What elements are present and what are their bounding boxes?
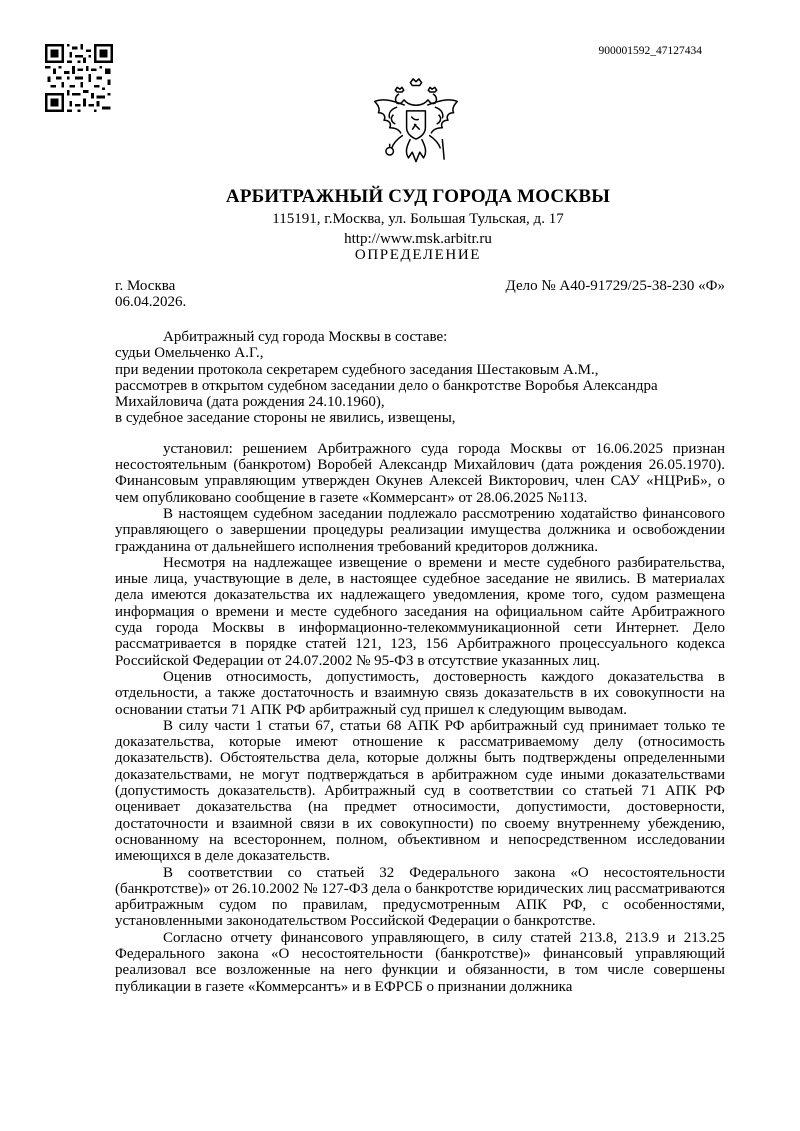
document-date: 06.04.2026. [115, 294, 187, 310]
paragraph-notice: Несмотря на надлежащее извещение о времени и месте судебного разбирательства, иные лица, участвующие в деле, в настоящее судебное заседание не явились. В материалах дела имеются доказательства их надлежащего уведомления, кроме того, судом размещена информация о времени и месте судебного заседания на официальном сайте Арбитражного суда города Москвы в информационно-телекоммуникационной сети Интернет. Дело рассматривается в порядке статей 121, 123, 156 Арбитражного процессуального кодекса Российской Федерации от 24.07.2002 № 95-ФЗ в отсутствие указанных лиц. [115, 554, 725, 669]
court-website-link[interactable]: http://www.msk.arbitr.ru [344, 231, 492, 247]
court-address: 115191, г.Москва, ул. Большая Тульская, д. 17 [272, 211, 564, 227]
paragraph-evidence: В силу части 1 статьи 67, статьи 68 АПК РФ арбитражный суд принимает только те доказательства, которые имеют отношение к рассматриваемому делу (относимость доказательств). Обстоятельства дела, которые должны быть подтверждены определенными доказательствами, не могут подтверждаться в арбитражном суде иными доказательствами (допустимость доказательств). Арбитражный суд в соответствии со статьей 71 АПК РФ оценивает доказательства (на предмет относимости, допустимости, достоверности, достаточности и взаимной связи в их совокупности) по своему внутреннему убеждению, основанному на всестороннем, полном, объективном и непосредственном исследовании имеющихся в деле доказательств. [115, 717, 725, 865]
coat-of-arms-icon [369, 77, 463, 171]
case-number: Дело № А40-91729/25-38-230 «Ф» [505, 278, 725, 294]
composition-line-4: рассмотрев в открытом судебном заседании дело о банкротстве Воробья Александра Михайловича (дата рождения 24.10.1960), [115, 377, 658, 411]
paragraph-evaluation: Оценив относимость, допустимость, достоверность каждого доказательства в отдельности, а также достаточность и взаимную связь доказательств в их совокупности на основании статьи 71 АПК РФ арбитражный суд пришел к следующим выводам. [115, 668, 725, 718]
document-id: 900001592_47127434 [598, 45, 702, 57]
composition-line-3: при ведении протокола секретарем судебного заседания Шестаковым А.М., [115, 361, 599, 378]
document-type: ОПРЕДЕЛЕНИЕ [354, 247, 482, 263]
paragraph-established: установил: решением Арбитражного суда города Москвы от 16.06.2025 признан несостоятельным (банкротом) Воробей Александр Михайлович (дата рождения 26.05.1970). Финансовым управляющим утвержден Окунев Алексей Викторович, член САУ «НЦРиБ», о чем опубликовано сообщение в газете «Коммерсант» от 28.06.2025 №113. [115, 440, 725, 506]
paragraph-motion: В настоящем судебном заседании подлежало рассмотрению ходатайство финансового управляющего о завершении процедуры реализации имущества должника и освобождении гражданина от дальнейшего исполнения требований кредиторов должника. [115, 505, 725, 555]
document-body [115, 329, 725, 995]
city: г. Москва [115, 278, 176, 294]
paragraph-report: Согласно отчету финансового управляющего, в силу статей 213.8, 213.9 и 213.25 Федерального закона «О несостоятельности (банкротстве)» финансовый управляющий реализовал все возложенные на него функции и обязанности, в том числе совершены публикации в газете «Коммерсантъ» и в ЕФРСБ о признании должника [115, 929, 725, 995]
paragraph-law: В соответствии со статьей 32 Федерального закона «О несостоятельности (банкротстве)» от 26.10.2002 № 127-ФЗ дела о банкротстве юридических лиц рассматриваются арбитражным судом по правилам, предусмотренным АПК РФ, с особенностями, установленными законодательством Российской Федерации о банкротстве. [115, 864, 725, 930]
composition-line-1: Арбитражный суд города Москвы в составе: [163, 329, 448, 345]
court-name: АРБИТРАЖНЫЙ СУД ГОРОДА МОСКВЫ [225, 186, 611, 207]
qr-code-icon [45, 44, 113, 112]
composition-line-2: судьи Омельченко А.Г., [115, 345, 264, 362]
composition-line-5: в судебное заседание стороны не явились, извещены, [115, 410, 456, 427]
